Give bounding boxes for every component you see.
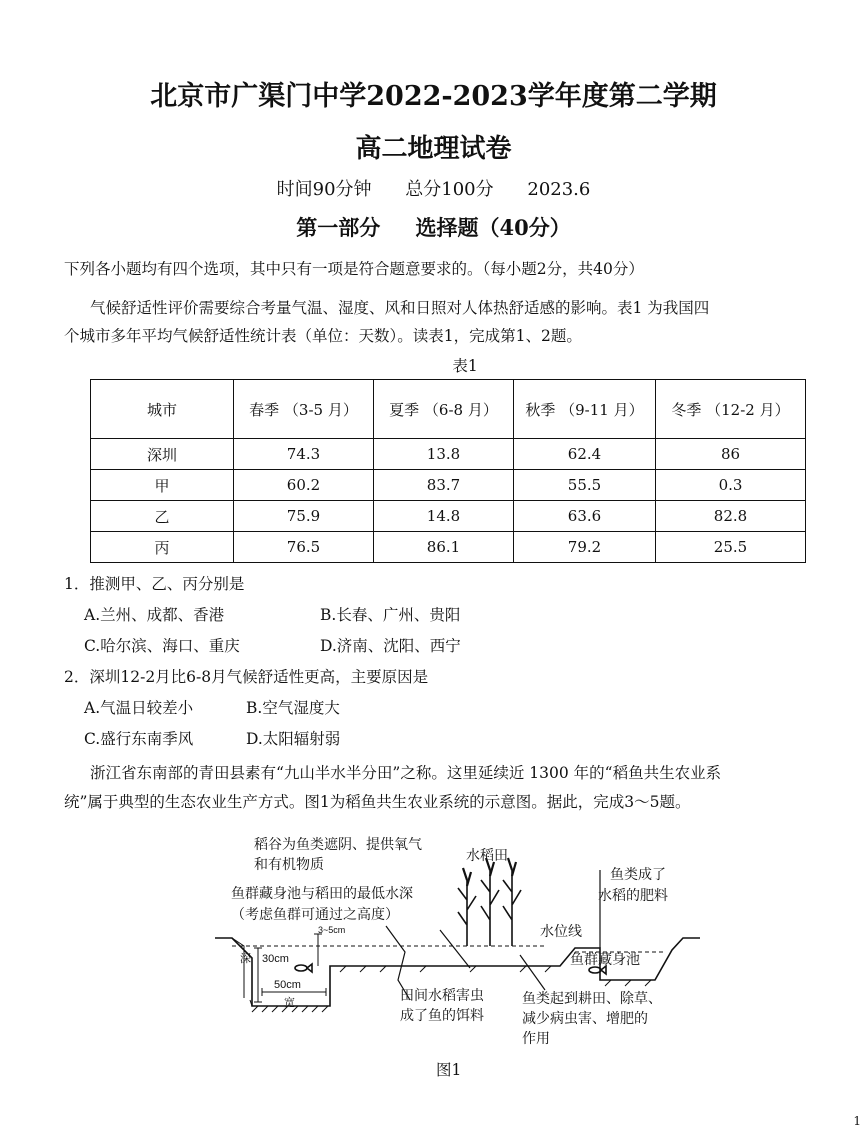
table-cell: 86.1: [374, 532, 514, 563]
q2-stem: 2．深圳12-2月比6-8月气候舒适性更高，主要原因是: [64, 668, 429, 686]
table-cell: 55.5: [514, 470, 656, 501]
q2-option-a[interactable]: A.气温日较差小: [84, 699, 194, 717]
table-header-cell: 春季 （3-5 月）: [234, 380, 374, 439]
table-cell: 82.8: [656, 501, 806, 532]
table-cell: 13.8: [374, 439, 514, 470]
table-header-cell: 夏季 （6-8 月）: [374, 380, 514, 439]
label-50cm: 50cm: [274, 979, 301, 991]
q1-stem: 1．推测甲、乙、丙分别是: [64, 575, 245, 593]
exam-date: 2023.6: [527, 179, 591, 200]
table-cell: 25.5: [656, 532, 806, 563]
q1-option-c[interactable]: C.哈尔滨、海口、重庆: [84, 637, 240, 655]
label-pond: 鱼群藏身池: [570, 951, 640, 967]
label-depth-2: （考虑鱼群可通过之高度）: [231, 906, 399, 922]
label-3-5cm: 3~5cm: [318, 925, 346, 935]
label-fish-role-3: 作用: [522, 1030, 550, 1046]
table-cell: 14.8: [374, 501, 514, 532]
table-cell: 乙: [91, 501, 234, 532]
passage2-line2: 统”属于典型的生态农业生产方式。图1为稻鱼共生农业系统的示意图。据此，完成3～5题。: [64, 793, 691, 811]
table-cell: 甲: [91, 470, 234, 501]
label-fish-fertilizer-1: 鱼类成了: [610, 866, 666, 882]
label-30cm-depth: 30cm: [262, 953, 289, 965]
passage1-line2: 个城市多年平均气候舒适性统计表（单位：天数）。读表1，完成第1、2题。: [64, 327, 582, 345]
figure-caption: 图1: [436, 1061, 462, 1079]
table-cell: 83.7: [374, 470, 514, 501]
exam-score: 总分100分: [405, 179, 494, 200]
q2-option-d[interactable]: D.太阳辐射弱: [246, 730, 341, 748]
label-paddy: 水稻田: [466, 847, 508, 863]
rice-plant-icon: [503, 858, 521, 946]
label-depth-1: 鱼群藏身池与稻田的最低水深: [231, 885, 413, 901]
page-number: 1: [853, 1114, 861, 1128]
table-cell: 63.6: [514, 501, 656, 532]
q2-option-b[interactable]: B.空气湿度大: [246, 699, 340, 717]
school-title: 北京市广渠门中学2022-2023学年度第二学期: [150, 81, 717, 112]
label-waterline: 水位线: [540, 923, 582, 939]
label-fish-role-1: 鱼类起到耕田、除草、: [522, 990, 662, 1006]
table-cell: 74.3: [234, 439, 374, 470]
label-rice-benefit-1: 稻谷为鱼类遮阴、提供氧气: [254, 836, 422, 852]
q1-option-a[interactable]: A.兰州、成都、香港: [84, 606, 225, 624]
table-cell: 0.3: [656, 470, 806, 501]
table-caption: 表1: [452, 357, 478, 375]
table-cell: 深圳: [91, 439, 234, 470]
table-header-cell: 城市: [91, 380, 234, 439]
label-fish-fertilizer-2: 水稻的肥料: [598, 887, 668, 903]
table-cell: 60.2: [234, 470, 374, 501]
table-header-cell: 秋季 （9-11 月）: [514, 380, 656, 439]
passage1-line1: 气候舒适性评价需要综合考量气温、湿度、风和日照对人体热舒适感的影响。表1 为我国四: [90, 299, 710, 317]
exam-title: 高二地理试卷: [355, 134, 512, 164]
label-width: 宽: [284, 997, 295, 1009]
q2-option-c[interactable]: C.盛行东南季风: [84, 730, 194, 748]
section-part: 第一部分: [296, 215, 381, 240]
label-fish-role-2: 减少病虫害、增肥的: [522, 1010, 648, 1026]
section-title: 选择题（40分）: [415, 215, 571, 240]
table-cell: 75.9: [234, 501, 374, 532]
passage2-line1: 浙江省东南部的青田县素有“九山半水半分田”之称。这里延续近 1300 年的“稻鱼共生农业系: [90, 764, 722, 782]
table-cell: 86: [656, 439, 806, 470]
instructions: 下列各小题均有四个选项，其中只有一项是符合题意要求的。（每小题2分，共40分）: [64, 260, 644, 278]
rice-plant-icon: [458, 868, 476, 946]
table-header-cell: 冬季 （12-2 月）: [656, 380, 806, 439]
label-pest-1: 田间水稻害虫: [400, 987, 484, 1003]
rice-plant-icon: [481, 858, 499, 946]
table-cell: 76.5: [234, 532, 374, 563]
label-pest-2: 成了鱼的饵料: [400, 1007, 484, 1023]
exam-time: 时间90分钟: [276, 179, 372, 200]
label-rice-benefit-2: 和有机物质: [254, 856, 324, 872]
table-cell: 62.4: [514, 439, 656, 470]
q1-option-d[interactable]: D.济南、沈阳、西宁: [320, 637, 461, 655]
table-cell: 丙: [91, 532, 234, 563]
table-cell: 79.2: [514, 532, 656, 563]
fish-icon: [295, 965, 307, 971]
label-deep: 深: [240, 953, 251, 965]
q1-option-b[interactable]: B.长春、广州、贵阳: [320, 606, 461, 624]
